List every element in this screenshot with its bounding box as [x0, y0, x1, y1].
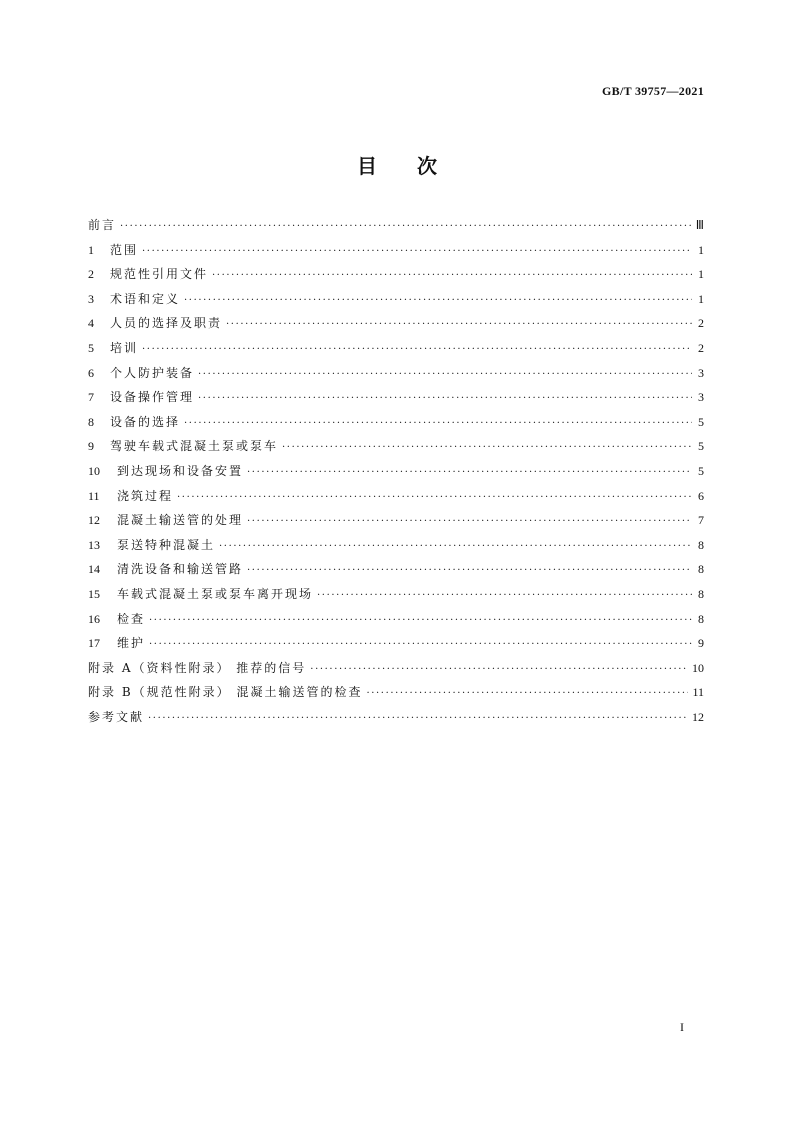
toc-entry[interactable]	[88, 388, 704, 413]
toc-entry[interactable]	[88, 339, 704, 364]
dot-leader	[148, 713, 688, 724]
toc-entry-page: 2	[698, 316, 704, 331]
toc-entry-page: 8	[698, 562, 704, 577]
toc-entry-label: 参考文献	[88, 709, 145, 724]
toc-entry-page: 10	[692, 660, 704, 675]
dot-leader	[317, 590, 692, 601]
toc-entry[interactable]	[88, 265, 704, 290]
dot-leader	[184, 418, 692, 429]
dot-leader	[247, 516, 692, 527]
toc-entry-page: 6	[698, 488, 704, 503]
toc-entry[interactable]	[88, 585, 704, 610]
toc-entry-label: 前言	[88, 218, 117, 232]
toc-entry-bibliography[interactable]	[88, 708, 704, 733]
toc-entry-number: 14	[88, 562, 100, 577]
dot-leader	[120, 221, 692, 232]
toc-entry-page: 12	[692, 709, 704, 724]
toc-entry[interactable]	[88, 314, 704, 339]
toc-entry-annex-a[interactable]	[88, 659, 704, 684]
toc-entry-label: 范围	[110, 242, 139, 257]
toc-entry-page: 3	[698, 390, 704, 405]
toc-entry-number: 5	[88, 340, 94, 355]
toc-entry-label: 泵送特种混凝土	[117, 537, 216, 552]
toc-entry-page: 1	[698, 291, 704, 306]
dot-leader	[142, 246, 692, 257]
toc-entry-page: 8	[698, 586, 704, 601]
toc-entry[interactable]	[88, 511, 704, 536]
toc-entry-number: 10	[88, 463, 100, 478]
toc-entry[interactable]	[88, 634, 704, 659]
toc-entry-preface[interactable]	[88, 216, 704, 241]
toc-entry-label: 维护	[117, 636, 146, 651]
dot-leader	[184, 295, 692, 306]
toc-entry-number: 9	[88, 439, 94, 454]
toc-entry-label: 培训	[110, 340, 139, 355]
toc-entry[interactable]	[88, 536, 704, 561]
toc-entry-number: 17	[88, 636, 100, 651]
dot-leader	[310, 664, 688, 675]
toc-entry-label: 浇筑过程	[117, 488, 174, 503]
toc-entry-label: 个人防护装备	[110, 365, 195, 380]
toc-entry-label: 清洗设备和输送管路	[117, 562, 244, 577]
page-title: 目次	[357, 154, 477, 178]
dot-leader	[212, 270, 692, 281]
toc-entry-page: 3	[698, 365, 704, 380]
toc-entry-page: 8	[698, 611, 704, 626]
toc-entry-page: 7	[698, 513, 704, 528]
toc-entry-number: 8	[88, 414, 94, 429]
dot-leader	[142, 344, 692, 355]
toc-entry-page: 11	[692, 685, 704, 700]
toc-entry-label: 到达现场和设备安置	[117, 463, 244, 478]
toc-entry-number: 2	[88, 267, 94, 282]
toc-entry-page: Ⅲ	[695, 218, 704, 232]
toc-entry-number: 13	[88, 537, 100, 552]
toc-entry-page: 1	[698, 242, 704, 257]
toc-entry-number: 1	[88, 242, 94, 257]
page-number: I	[680, 1020, 684, 1034]
toc-entry-page: 2	[698, 340, 704, 355]
toc-entry-page: 1	[698, 267, 704, 282]
toc-entry-page: 5	[698, 439, 704, 454]
table-of-contents	[88, 216, 704, 732]
dot-leader	[149, 615, 692, 626]
dot-leader	[247, 565, 692, 576]
dot-leader	[282, 442, 692, 453]
toc-entry-number: 16	[88, 611, 100, 626]
toc-entry-page: 8	[698, 537, 704, 552]
toc-entry-number: 12	[88, 513, 100, 528]
toc-entry[interactable]	[88, 560, 704, 585]
toc-entry-label: 检查	[117, 611, 146, 626]
toc-entry-label: 设备操作管理	[110, 390, 195, 405]
toc-entry-number: 15	[88, 586, 100, 601]
toc-entry-number: 3	[88, 291, 94, 306]
toc-entry-label: 人员的选择及职责	[110, 316, 223, 331]
toc-entry[interactable]	[88, 413, 704, 438]
toc-entry-number: 7	[88, 390, 94, 405]
toc-entry-label: 附录 B（规范性附录） 混凝土输送管的检查	[88, 685, 363, 700]
toc-entry-label: 附录 A（资料性附录） 推荐的信号	[88, 660, 307, 675]
toc-entry[interactable]	[88, 610, 704, 635]
toc-entry[interactable]	[88, 487, 704, 512]
dot-leader	[198, 393, 692, 404]
toc-entry-page: 5	[698, 414, 704, 429]
toc-entry-label: 驾驶车载式混凝土泵或泵车	[110, 439, 279, 454]
dot-leader	[247, 467, 692, 478]
toc-entry-label: 混凝土输送管的处理	[117, 513, 244, 528]
toc-entry-number: 11	[88, 488, 100, 503]
toc-entry-number: 6	[88, 365, 94, 380]
dot-leader	[226, 319, 692, 330]
toc-entry-label: 术语和定义	[110, 291, 181, 306]
standard-code: GB/T 39757—2021	[602, 84, 704, 98]
toc-entry[interactable]	[88, 437, 704, 462]
toc-entry-page: 9	[698, 636, 704, 651]
toc-entry[interactable]	[88, 462, 704, 487]
toc-entry-label: 车载式混凝土泵或泵车离开现场	[117, 586, 314, 601]
dot-leader	[366, 688, 688, 699]
toc-entry[interactable]	[88, 241, 704, 266]
dot-leader	[149, 639, 692, 650]
toc-entry-label: 规范性引用文件	[110, 267, 209, 282]
toc-entry-page: 5	[698, 463, 704, 478]
dot-leader	[198, 369, 692, 380]
toc-entry-annex-b[interactable]	[88, 683, 704, 708]
toc-entry-number: 4	[88, 316, 94, 331]
dot-leader	[177, 492, 692, 503]
toc-entry-label: 设备的选择	[110, 414, 181, 429]
toc-entry[interactable]	[88, 364, 704, 389]
toc-entry[interactable]	[88, 290, 704, 315]
dot-leader	[219, 541, 692, 552]
